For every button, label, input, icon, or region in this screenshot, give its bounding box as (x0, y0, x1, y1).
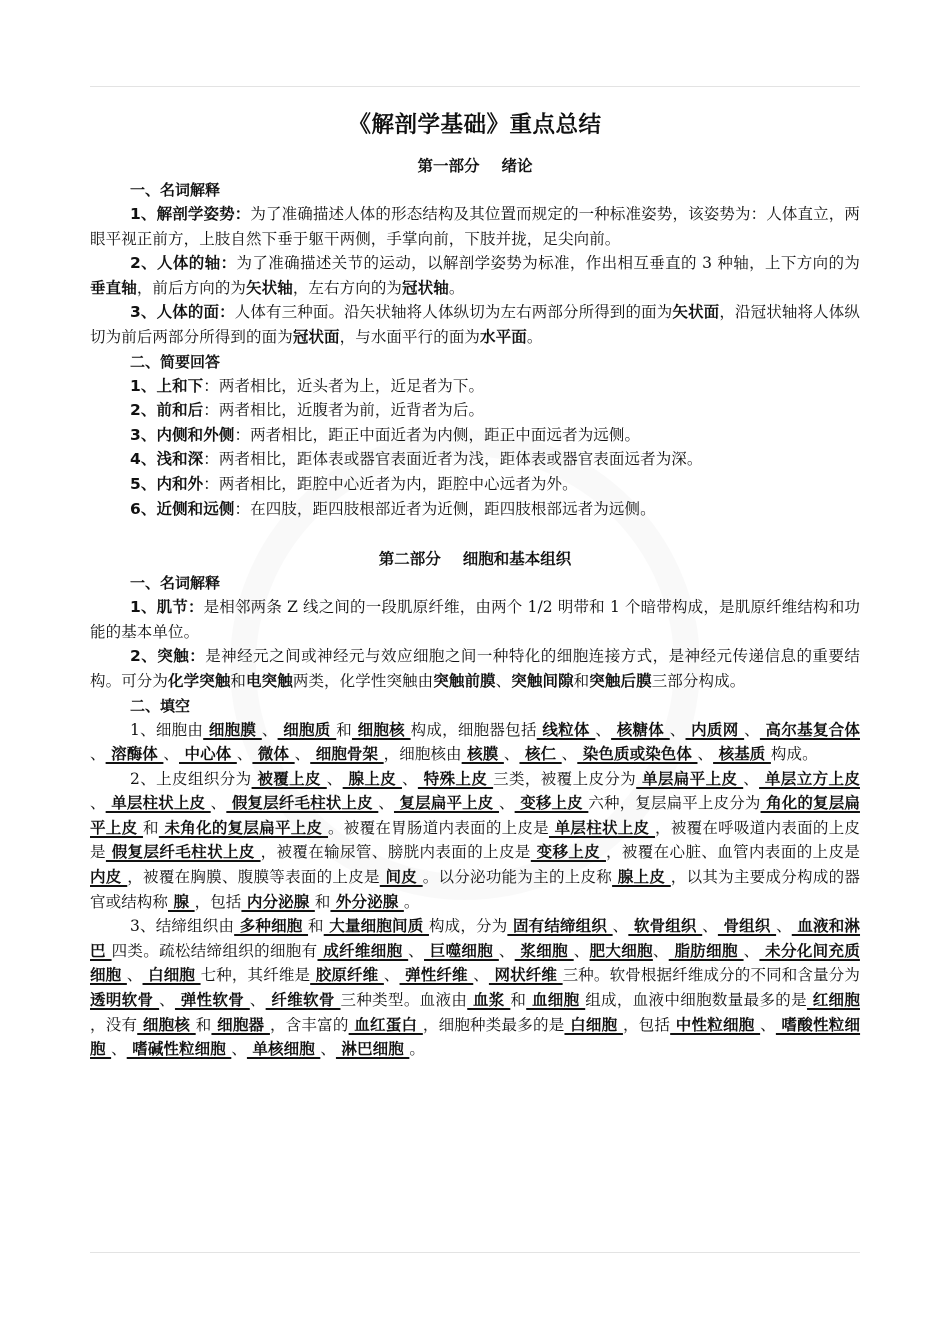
answer-blank: 腺上皮 (612, 868, 671, 887)
answer-blank: 假复层纤毛柱状上皮 (226, 794, 379, 813)
fill-text: ，没有 (90, 1015, 138, 1034)
answer-blank: 线粒体 (536, 720, 596, 739)
fill-text: 和 (195, 1015, 212, 1034)
answer-blank: 肥大细胞 (589, 941, 653, 960)
list-item: 4、浅和深：两者相比，距体表或器官表面近者为浅，距体表或器官表面远者为深。 (130, 450, 703, 469)
answer-blank: 内分泌腺 (241, 892, 315, 911)
fill-text: 1、细胞由 (130, 720, 204, 739)
fill-text: 。被覆在胃肠道内表面的上皮是 (328, 818, 549, 837)
list-item: 5、内和外：两者相比，距腔中心近者为内，距腔中心远者为外。 (130, 474, 578, 493)
fill-text: ，细胞种类最多的是 (422, 1015, 565, 1034)
fill-text: 、 (669, 720, 686, 739)
fill-text: 、 (776, 917, 792, 936)
answer-blank: 核仁 (519, 745, 562, 764)
fill-text: 、 (90, 794, 106, 813)
fill-in-connective-tissue (90, 914, 860, 1062)
answer-blank: 未分化间充质细胞 (90, 941, 860, 985)
answer-blank: 高尔基复合体 (759, 720, 860, 739)
answer-blank: 单层柱状上皮 (105, 794, 211, 813)
part1-heading: 第一部分 绪论 (417, 157, 533, 175)
part1-section1-title: 一、名词解释 (130, 181, 221, 199)
definition-sarcomere: 1、肌节：是相邻两条 Z 线之间的一段肌原纤维，由两个 1/2 明带和 1 个暗带构成，是肌原纤维结构和功能的基本单位。 (90, 598, 860, 641)
answer-blank: 微体 (252, 745, 295, 764)
answer-blank: 内皮 (90, 868, 128, 887)
answer-blank: 多种细胞 (234, 917, 309, 936)
fill-text: 、 (743, 769, 760, 788)
fill-text: 组成，血液中细胞数量最多的是 (585, 991, 807, 1010)
answer-blank: 细胞核 (137, 1015, 196, 1034)
answer-blank: 弹性纤维 (399, 966, 474, 985)
fill-text: 和 (308, 917, 324, 936)
fill-text: 、 (159, 991, 175, 1010)
answer-blank: 核基质 (713, 745, 771, 764)
fill-text: 、 (163, 745, 180, 764)
fill-text: 、 (90, 745, 106, 764)
answer-blank: 网状纤维 (488, 966, 563, 985)
fill-text: 、 (236, 745, 253, 764)
answer-blank: 变移上皮 (514, 794, 589, 813)
answer-blank: 固有结缔组织 (507, 917, 613, 936)
definition-body-axes: 2、人体的轴：为了准确描述关节的运动，以解剖学姿势为标准，作出相互垂直的 3 种轴，上下方向的为垂直轴，前后方向的为矢状轴，左右方向的为冠状轴。 (90, 254, 861, 297)
answer-blank: 核糖体 (611, 720, 670, 739)
answer-blank: 成纤维细胞 (317, 941, 409, 960)
answer-blank: 变移上皮 (530, 843, 606, 862)
list-item: 2、前和后：两者相比，近腹者为前，近背者为后。 (130, 401, 485, 420)
answer-blank: 血液和淋巴 (90, 917, 861, 960)
answer-blank: 嗜碱性粒细胞 (126, 1040, 232, 1059)
fill-in-epithelium (90, 767, 860, 915)
fill-text: ，被覆在输尿管、膀胱内表面的上皮是 (260, 843, 531, 862)
answer-blank: 白细胞 (564, 1015, 623, 1034)
fill-text: 、 (261, 720, 278, 739)
fill-text: 、 (573, 941, 590, 960)
fill-text: 四类。疏松结缔组织的细胞有 (111, 941, 318, 960)
fill-text: ，被覆在胸膜、腹膜等表面的上皮是 (127, 868, 380, 887)
fill-text: 、 (473, 966, 489, 985)
fill-text: 、 (408, 941, 425, 960)
fill-text: 三种。软骨根据纤维成分的不同和含量分为 (562, 966, 860, 985)
answer-blank: 纤维软骨 (265, 991, 341, 1010)
fill-text: 、 (378, 794, 394, 813)
fill-text: 、 (702, 917, 718, 936)
fill-text: 、 (612, 917, 629, 936)
fill-text: 、 (111, 1040, 127, 1059)
answer-blank: 淋巴细胞 (335, 1040, 410, 1059)
answer-blank: 特殊上皮 (417, 769, 494, 788)
list-item: 6、近侧和远侧：在四肢，距四肢根部近者为近侧，距四肢根部远者为远侧。 (130, 499, 656, 518)
answer-blank: 染色质或染色体 (577, 745, 698, 764)
answer-blank: 腺上皮 (342, 769, 402, 788)
answer-blank: 软骨组织 (628, 917, 703, 936)
definition-synapse: 2、突触：是神经元之间或神经元与效应细胞之间一种特化的细胞连接方式，是神经元传递信息的重要结构。可分为化学突触和电突触两类，化学性突触由突触前膜、突触间隙和突触后膜三部分构成。 (90, 647, 860, 690)
fill-text: 、 (401, 769, 418, 788)
header-rule (90, 86, 860, 87)
fill-text: 。 (409, 1040, 425, 1059)
fill-text: ，含丰富的 (269, 1015, 349, 1034)
fill-text: 构成。 (770, 745, 818, 764)
fill-text: 。 (403, 892, 420, 911)
answer-blank: 细胞核 (351, 720, 411, 739)
definition-anatomical-position: 1、解剖学姿势：为了准确描述人体的形态结构及其位置而规定的一种标准姿势，该姿势为：人体直立，两眼平视正前方，上肢自然下垂于躯干两侧，手掌向前，下肢并拢，足尖向前。 (90, 205, 860, 248)
answer-blank: 中心体 (179, 745, 237, 764)
fill-text: 、 (697, 745, 714, 764)
part2-section1-title: 一、名词解释 (130, 574, 221, 593)
answer-blank: 中性粒细胞 (670, 1015, 761, 1034)
fill-text: 、 (231, 1040, 247, 1059)
answer-blank: 溶酶体 (105, 745, 164, 764)
part2-section2-title: 二、填空 (130, 696, 191, 715)
fill-text: 三类，被覆上皮分为 (493, 769, 637, 788)
fill-text: 、 (126, 966, 143, 985)
fill-text: 、 (294, 745, 311, 764)
fill-text: ，被覆在心脏、血管内表面的上皮是 (605, 843, 860, 862)
answer-blank: 弹性软骨 (174, 991, 250, 1010)
fill-text: 、 (498, 794, 515, 813)
answer-blank: 角化的复层扁平上皮 (90, 794, 860, 837)
fill-text: ，包括 (194, 892, 242, 911)
fill-text: 、 (595, 720, 612, 739)
fill-text: 、 (743, 941, 760, 960)
part1-section2-title: 二、简要回答 (130, 352, 221, 371)
answer-blank: 单层柱状上皮 (548, 818, 656, 837)
answer-blank: 白细胞 (142, 966, 201, 985)
answer-blank: 被覆上皮 (251, 769, 327, 788)
fill-text: 、 (326, 769, 343, 788)
fill-text: 和 (510, 991, 527, 1010)
fill-text: 、 (249, 991, 266, 1010)
footer-rule (90, 1252, 860, 1253)
fill-text: 、 (210, 794, 227, 813)
fill-text: 、 (561, 745, 578, 764)
answer-blank: 未角化的复层扁平上皮 (158, 818, 329, 837)
fill-in-cells (90, 718, 860, 767)
answer-blank: 浆细胞 (514, 941, 574, 960)
answer-blank: 嗜酸性粒细胞 (90, 1015, 861, 1059)
fill-text: 、 (383, 966, 400, 985)
page-title: 《解剖学基础》重点总结 (348, 112, 602, 138)
document-page (90, 108, 860, 1062)
answer-blank: 单核细胞 (246, 1040, 321, 1059)
answer-blank: 骨组织 (717, 917, 777, 936)
definition-body-planes: 3、人体的面：人体有三种面。沿矢状轴将人体纵切为左右两部分所得到的面为矢状面，沿冠状轴将人体纵切为前后两部分所得到的面为冠状面，与水面平行的面为水平面。 (90, 303, 860, 346)
fill-text: 、 (503, 745, 520, 764)
answer-blank: 大量细胞间质 (323, 917, 429, 936)
answer-blank: 间皮 (379, 868, 423, 887)
answer-blank: 血细胞 (526, 991, 586, 1010)
answer-blank: 单层立方上皮 (759, 769, 860, 788)
fill-text: 和 (314, 892, 331, 911)
answer-blank: 脂肪细胞 (668, 941, 744, 960)
answer-blank: 核膜 (461, 745, 504, 764)
fill-text: ，细胞核由 (383, 745, 462, 764)
fill-text: 、 (498, 941, 515, 960)
answer-blank: 内质网 (685, 720, 745, 739)
fill-text: ，以其为主要成分构成的器官或结构称 (90, 868, 860, 911)
fill-text: 和 (143, 818, 159, 837)
answer-blank: 红细胞 (806, 991, 860, 1010)
fill-text: 构成，分为 (428, 917, 508, 936)
answer-blank: 透明软骨 (90, 991, 160, 1010)
answer-blank: 巨噬细胞 (424, 941, 499, 960)
fill-text: 。以分泌功能为主的上皮称 (422, 868, 613, 887)
answer-blank: 血红蛋白 (348, 1015, 423, 1034)
answer-blank: 复层扁平上皮 (393, 794, 499, 813)
answer-blank: 外分泌腺 (330, 892, 404, 911)
answer-blank: 血浆 (467, 991, 511, 1010)
fill-text: 七种，其纤维是 (200, 966, 311, 985)
fill-text: 2、上皮组织分为 (130, 769, 252, 788)
fill-text: 构成，细胞器包括 (410, 720, 537, 739)
fill-text: 六种，复层扁平上皮分为 (588, 794, 761, 813)
answer-blank: 细胞膜 (203, 720, 262, 739)
part2-heading: 第二部分 细胞和基本组织 (378, 550, 572, 569)
fill-text: 、 (652, 941, 669, 960)
answer-blank: 腺 (168, 892, 195, 911)
answer-blank: 胶原纤维 (310, 966, 384, 985)
answer-blank: 细胞质 (277, 720, 337, 739)
fill-text: 3、结缔组织由 (130, 917, 235, 936)
answer-blank: 细胞骨架 (310, 745, 384, 764)
fill-text: ，包括 (622, 1015, 671, 1034)
fill-text: 、 (760, 1015, 776, 1034)
fill-text: 、 (320, 1040, 336, 1059)
answer-blank: 单层扁平上皮 (636, 769, 744, 788)
list-item: 1、上和下：两者相比，近头者为上，近足者为下。 (130, 376, 485, 395)
fill-text: 和 (336, 720, 352, 739)
fill-text: 三种类型。血液由 (340, 991, 468, 1010)
fill-text: 、 (744, 720, 760, 739)
answer-blank: 假复层纤毛柱状上皮 (105, 843, 261, 862)
answer-blank: 细胞器 (211, 1015, 270, 1034)
list-item: 3、内侧和外侧：两者相比，距正中面近者为内侧，距正中面远者为远侧。 (130, 425, 641, 444)
fill-text: ，被覆在呼吸道内表面的上皮是 (90, 818, 861, 862)
